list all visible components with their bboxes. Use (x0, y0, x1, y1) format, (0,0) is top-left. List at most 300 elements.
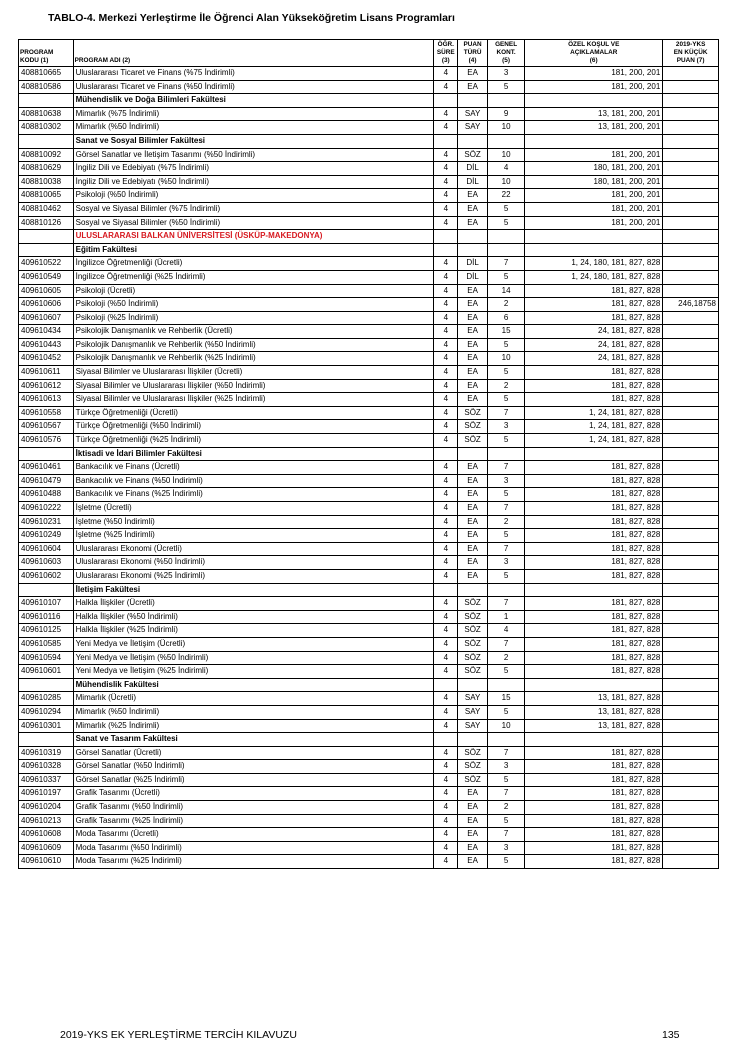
quota-cell: 3 (488, 760, 525, 774)
score-type-cell: EA (458, 529, 488, 543)
quota-cell: 22 (488, 189, 525, 203)
program-code-cell: 409610125 (19, 624, 74, 638)
program-code-cell: 409610461 (19, 461, 74, 475)
quota-cell: 2 (488, 298, 525, 312)
score-type-cell: EA (458, 542, 488, 556)
table-row (19, 787, 719, 801)
conditions-cell: 181, 827, 828 (525, 597, 663, 611)
empty-cell (458, 94, 488, 108)
table-row (19, 202, 719, 216)
table-row (19, 665, 719, 679)
min-score-cell (663, 406, 719, 420)
conditions-cell: 181, 200, 201 (525, 67, 663, 81)
empty-cell (19, 230, 74, 244)
faculty-header-row (19, 447, 719, 461)
quota-cell: 3 (488, 420, 525, 434)
quota-cell: 5 (488, 216, 525, 230)
empty-cell (663, 447, 719, 461)
program-code-cell: 408810629 (19, 162, 74, 176)
score-type-cell: EA (458, 502, 488, 516)
min-score-cell: 246,18758 (663, 298, 719, 312)
min-score-cell (663, 338, 719, 352)
empty-cell (434, 134, 458, 148)
duration-cell: 4 (434, 121, 458, 135)
min-score-cell (663, 665, 719, 679)
program-name-cell: Bankacılık ve Finans (Ücretli) (73, 461, 434, 475)
program-name-cell: Görsel Sanatlar (%50 İndirimli) (73, 760, 434, 774)
min-score-cell (663, 610, 719, 624)
duration-cell: 4 (434, 746, 458, 760)
score-type-cell: EA (458, 474, 488, 488)
min-score-cell (663, 107, 719, 121)
table-row (19, 529, 719, 543)
score-type-cell: EA (458, 325, 488, 339)
score-type-cell: SÖZ (458, 597, 488, 611)
score-type-cell: EA (458, 366, 488, 380)
empty-cell (525, 243, 663, 257)
program-name-cell: Türkçe Öğretmenliği (%25 İndirimli) (73, 434, 434, 448)
conditions-cell: 181, 200, 201 (525, 189, 663, 203)
min-score-cell (663, 705, 719, 719)
score-type-cell: EA (458, 311, 488, 325)
min-score-cell (663, 420, 719, 434)
program-name-cell: İngiliz Dili ve Edebiyatı (%50 İndirimli) (73, 175, 434, 189)
min-score-cell (663, 175, 719, 189)
conditions-cell: 181, 200, 201 (525, 148, 663, 162)
min-score-cell (663, 637, 719, 651)
empty-cell (488, 678, 525, 692)
faculty-header-row (19, 134, 719, 148)
duration-cell: 4 (434, 175, 458, 189)
program-name-cell: Görsel Sanatlar ve İletişim Tasarımı (%50 İndirimli) (73, 148, 434, 162)
faculty-name: Mühendislik ve Doğa Bilimleri Fakültesi (73, 94, 434, 108)
conditions-cell: 24, 181, 827, 828 (525, 352, 663, 366)
empty-cell (525, 678, 663, 692)
min-score-cell (663, 189, 719, 203)
quota-cell: 4 (488, 162, 525, 176)
empty-cell (458, 583, 488, 597)
empty-cell (525, 230, 663, 244)
duration-cell: 4 (434, 773, 458, 787)
duration-cell: 4 (434, 855, 458, 869)
header-quota: GENEL KONT. (5) (488, 40, 525, 67)
duration-cell: 4 (434, 148, 458, 162)
duration-cell: 4 (434, 705, 458, 719)
min-score-cell (663, 556, 719, 570)
duration-cell: 4 (434, 719, 458, 733)
program-name-cell: İşletme (%50 İndirimli) (73, 515, 434, 529)
program-name-cell: Psikolojik Danışmanlık ve Rehberlik (%25 İndirimli) (73, 352, 434, 366)
score-type-cell: SÖZ (458, 637, 488, 651)
quota-cell: 10 (488, 121, 525, 135)
table-row (19, 814, 719, 828)
table-row (19, 366, 719, 380)
program-name-cell: Bankacılık ve Finans (%50 İndirimli) (73, 474, 434, 488)
min-score-cell (663, 311, 719, 325)
quota-cell: 9 (488, 107, 525, 121)
faculty-header-row (19, 243, 719, 257)
score-type-cell: EA (458, 855, 488, 869)
min-score-cell (663, 434, 719, 448)
duration-cell: 4 (434, 162, 458, 176)
conditions-cell: 181, 200, 201 (525, 202, 663, 216)
quota-cell: 5 (488, 529, 525, 543)
min-score-cell (663, 148, 719, 162)
duration-cell: 4 (434, 420, 458, 434)
min-score-cell (663, 257, 719, 271)
score-type-cell: EA (458, 556, 488, 570)
program-code-cell: 409610222 (19, 502, 74, 516)
duration-cell: 4 (434, 801, 458, 815)
faculty-header-row (19, 94, 719, 108)
conditions-cell: 181, 827, 828 (525, 366, 663, 380)
conditions-cell: 181, 827, 828 (525, 474, 663, 488)
min-score-cell (663, 746, 719, 760)
quota-cell: 7 (488, 542, 525, 556)
table-row (19, 569, 719, 583)
conditions-cell: 1, 24, 181, 827, 828 (525, 406, 663, 420)
empty-cell (19, 447, 74, 461)
score-type-cell: SAY (458, 719, 488, 733)
min-score-cell (663, 787, 719, 801)
conditions-cell: 24, 181, 827, 828 (525, 325, 663, 339)
quota-cell: 6 (488, 311, 525, 325)
conditions-cell: 181, 827, 828 (525, 651, 663, 665)
score-type-cell: EA (458, 828, 488, 842)
duration-cell: 4 (434, 474, 458, 488)
table-row (19, 488, 719, 502)
duration-cell: 4 (434, 352, 458, 366)
program-code-cell: 409610585 (19, 637, 74, 651)
conditions-cell: 181, 827, 828 (525, 569, 663, 583)
score-type-cell: EA (458, 352, 488, 366)
table-row (19, 461, 719, 475)
conditions-cell: 181, 827, 828 (525, 556, 663, 570)
table-row (19, 352, 719, 366)
score-type-cell: EA (458, 284, 488, 298)
conditions-cell: 181, 827, 828 (525, 828, 663, 842)
table-row (19, 311, 719, 325)
conditions-cell: 181, 827, 828 (525, 746, 663, 760)
quota-cell: 5 (488, 569, 525, 583)
program-name-cell: Psikolojik Danışmanlık ve Rehberlik (%50 İndirimli) (73, 338, 434, 352)
score-type-cell: SÖZ (458, 665, 488, 679)
empty-cell (663, 94, 719, 108)
duration-cell: 4 (434, 841, 458, 855)
score-type-cell: EA (458, 841, 488, 855)
empty-cell (19, 94, 74, 108)
faculty-name: Mühendislik Fakültesi (73, 678, 434, 692)
table-row (19, 719, 719, 733)
conditions-cell: 181, 827, 828 (525, 298, 663, 312)
empty-cell (434, 94, 458, 108)
program-name-cell: Siyasal Bilimler ve Uluslararası İlişkiler (%50 İndirimli) (73, 379, 434, 393)
score-type-cell: EA (458, 461, 488, 475)
program-code-cell: 409610488 (19, 488, 74, 502)
program-code-cell: 408810665 (19, 67, 74, 81)
score-type-cell: EA (458, 298, 488, 312)
table-body (19, 67, 719, 869)
empty-cell (488, 733, 525, 747)
program-name-cell: Türkçe Öğretmenliği (%50 İndirimli) (73, 420, 434, 434)
score-type-cell: SÖZ (458, 420, 488, 434)
program-name-cell: Psikoloji (%50 İndirimli) (73, 189, 434, 203)
score-type-cell: SAY (458, 121, 488, 135)
conditions-cell: 181, 827, 828 (525, 502, 663, 516)
quota-cell: 2 (488, 651, 525, 665)
program-name-cell: Uluslararası Ticaret ve Finans (%75 İndirimli) (73, 67, 434, 81)
empty-cell (19, 678, 74, 692)
program-name-cell: Grafik Tasarımı (%25 İndirimli) (73, 814, 434, 828)
min-score-cell (663, 461, 719, 475)
duration-cell: 4 (434, 610, 458, 624)
empty-cell (663, 583, 719, 597)
conditions-cell: 181, 827, 828 (525, 529, 663, 543)
program-code-cell: 408810126 (19, 216, 74, 230)
table-row (19, 542, 719, 556)
empty-cell (19, 134, 74, 148)
score-type-cell: SÖZ (458, 651, 488, 665)
score-type-cell: EA (458, 488, 488, 502)
program-code-cell: 409610606 (19, 298, 74, 312)
duration-cell: 4 (434, 515, 458, 529)
quota-cell: 3 (488, 841, 525, 855)
program-name-cell: Grafik Tasarımı (Ücretli) (73, 787, 434, 801)
empty-cell (458, 447, 488, 461)
faculty-header-row (19, 733, 719, 747)
conditions-cell: 181, 827, 828 (525, 542, 663, 556)
program-name-cell: Mimarlık (%25 İndirimli) (73, 719, 434, 733)
score-type-cell: EA (458, 801, 488, 815)
table-row (19, 841, 719, 855)
empty-cell (525, 134, 663, 148)
score-type-cell: SAY (458, 107, 488, 121)
duration-cell: 4 (434, 814, 458, 828)
program-code-cell: 409610294 (19, 705, 74, 719)
table-row (19, 162, 719, 176)
program-name-cell: Halkla İlişkiler (Ücretli) (73, 597, 434, 611)
duration-cell: 4 (434, 529, 458, 543)
min-score-cell (663, 814, 719, 828)
score-type-cell: SÖZ (458, 773, 488, 787)
duration-cell: 4 (434, 284, 458, 298)
empty-cell (488, 243, 525, 257)
empty-cell (663, 230, 719, 244)
faculty-name: Sanat ve Tasarım Fakültesi (73, 733, 434, 747)
score-type-cell: EA (458, 814, 488, 828)
program-code-cell: 409610434 (19, 325, 74, 339)
program-name-cell: Moda Tasarımı (%25 İndirimli) (73, 855, 434, 869)
program-name-cell: Psikoloji (Ücretli) (73, 284, 434, 298)
program-code-cell: 409610549 (19, 270, 74, 284)
empty-cell (434, 447, 458, 461)
score-type-cell: EA (458, 569, 488, 583)
empty-cell (19, 583, 74, 597)
table-row (19, 515, 719, 529)
empty-cell (458, 230, 488, 244)
program-name-cell: İngilizce Öğretmenliği (Ücretli) (73, 257, 434, 271)
empty-cell (458, 678, 488, 692)
quota-cell: 7 (488, 597, 525, 611)
min-score-cell (663, 692, 719, 706)
program-code-cell: 408810065 (19, 189, 74, 203)
score-type-cell: EA (458, 67, 488, 81)
min-score-cell (663, 121, 719, 135)
table-row (19, 298, 719, 312)
faculty-name: İletişim Fakültesi (73, 583, 434, 597)
conditions-cell: 181, 827, 828 (525, 515, 663, 529)
min-score-cell (663, 67, 719, 81)
faculty-name: Sanat ve Sosyal Bilimler Fakültesi (73, 134, 434, 148)
program-code-cell: 409610603 (19, 556, 74, 570)
duration-cell: 4 (434, 597, 458, 611)
header-duration: ÖĞR. SÜRE (3) (434, 40, 458, 67)
conditions-cell: 181, 827, 828 (525, 760, 663, 774)
table-row (19, 610, 719, 624)
page-title: TABLO-4. Merkezi Yerleştirme İle Öğrenci Alan Yükseköğretim Lisans Programları (48, 12, 455, 24)
min-score-cell (663, 393, 719, 407)
duration-cell: 4 (434, 461, 458, 475)
score-type-cell: EA (458, 338, 488, 352)
header-conditions: ÖZEL KOŞUL VE AÇIKLAMALAR (6) (525, 40, 663, 67)
quota-cell: 2 (488, 515, 525, 529)
conditions-cell: 181, 827, 828 (525, 284, 663, 298)
table-row (19, 379, 719, 393)
duration-cell: 4 (434, 216, 458, 230)
duration-cell: 4 (434, 393, 458, 407)
min-score-cell (663, 162, 719, 176)
score-type-cell: SÖZ (458, 760, 488, 774)
conditions-cell: 181, 827, 828 (525, 814, 663, 828)
program-name-cell: Sosyal ve Siyasal Bilimler (%50 İndirimli) (73, 216, 434, 230)
min-score-cell (663, 828, 719, 842)
quota-cell: 2 (488, 379, 525, 393)
duration-cell: 4 (434, 434, 458, 448)
program-code-cell: 409610301 (19, 719, 74, 733)
program-code-cell: 409610285 (19, 692, 74, 706)
table-row (19, 556, 719, 570)
empty-cell (434, 583, 458, 597)
duration-cell: 4 (434, 298, 458, 312)
min-score-cell (663, 651, 719, 665)
conditions-cell: 181, 827, 828 (525, 855, 663, 869)
duration-cell: 4 (434, 624, 458, 638)
score-type-cell: SÖZ (458, 610, 488, 624)
program-code-cell: 408810038 (19, 175, 74, 189)
program-code-cell: 409610479 (19, 474, 74, 488)
program-code-cell: 408810586 (19, 80, 74, 94)
score-type-cell: DİL (458, 162, 488, 176)
program-code-cell: 409610452 (19, 352, 74, 366)
conditions-cell: 180, 181, 200, 201 (525, 162, 663, 176)
conditions-cell: 181, 827, 828 (525, 393, 663, 407)
program-code-cell: 409610204 (19, 801, 74, 815)
score-type-cell: EA (458, 787, 488, 801)
duration-cell: 4 (434, 760, 458, 774)
conditions-cell: 1, 24, 180, 181, 827, 828 (525, 257, 663, 271)
faculty-header-row (19, 583, 719, 597)
table-row (19, 746, 719, 760)
quota-cell: 5 (488, 393, 525, 407)
conditions-cell: 13, 181, 200, 201 (525, 121, 663, 135)
quota-cell: 7 (488, 406, 525, 420)
empty-cell (525, 583, 663, 597)
program-code-cell: 409610107 (19, 597, 74, 611)
empty-cell (434, 733, 458, 747)
table-row (19, 80, 719, 94)
program-code-cell: 409610609 (19, 841, 74, 855)
score-type-cell: SAY (458, 705, 488, 719)
table-row (19, 338, 719, 352)
quota-cell: 7 (488, 787, 525, 801)
min-score-cell (663, 597, 719, 611)
quota-cell: 7 (488, 746, 525, 760)
quota-cell: 7 (488, 257, 525, 271)
conditions-cell: 13, 181, 827, 828 (525, 719, 663, 733)
empty-cell (434, 678, 458, 692)
table-row (19, 420, 719, 434)
table-row (19, 107, 719, 121)
quota-cell: 5 (488, 773, 525, 787)
quota-cell: 5 (488, 270, 525, 284)
conditions-cell: 1, 24, 180, 181, 827, 828 (525, 270, 663, 284)
table-row (19, 692, 719, 706)
program-code-cell: 409610605 (19, 284, 74, 298)
header-min-score: 2019-YKS EN KÜÇÜK PUAN (7) (663, 40, 719, 67)
min-score-cell (663, 542, 719, 556)
program-code-cell: 409610522 (19, 257, 74, 271)
min-score-cell (663, 325, 719, 339)
min-score-cell (663, 773, 719, 787)
empty-cell (663, 678, 719, 692)
conditions-cell: 181, 827, 828 (525, 488, 663, 502)
min-score-cell (663, 502, 719, 516)
program-code-cell: 409610337 (19, 773, 74, 787)
program-code-cell: 409610576 (19, 434, 74, 448)
duration-cell: 4 (434, 379, 458, 393)
program-code-cell: 409610613 (19, 393, 74, 407)
table-row (19, 284, 719, 298)
quota-cell: 10 (488, 352, 525, 366)
duration-cell: 4 (434, 257, 458, 271)
empty-cell (663, 243, 719, 257)
score-type-cell: EA (458, 379, 488, 393)
table-row (19, 406, 719, 420)
quota-cell: 10 (488, 175, 525, 189)
score-type-cell: EA (458, 393, 488, 407)
quota-cell: 1 (488, 610, 525, 624)
table-row (19, 148, 719, 162)
program-name-cell: Yeni Medya ve İletişim (Ücretli) (73, 637, 434, 651)
duration-cell: 4 (434, 692, 458, 706)
empty-cell (488, 94, 525, 108)
empty-cell (434, 230, 458, 244)
header-score-type: PUAN TÜRÜ (4) (458, 40, 488, 67)
program-name-cell: Siyasal Bilimler ve Uluslararası İlişkiler (%25 İndirimli) (73, 393, 434, 407)
quota-cell: 7 (488, 461, 525, 475)
table-row (19, 828, 719, 842)
table-row (19, 760, 719, 774)
score-type-cell: EA (458, 216, 488, 230)
empty-cell (663, 134, 719, 148)
min-score-cell (663, 529, 719, 543)
program-name-cell: Psikolojik Danışmanlık ve Rehberlik (Ücretli) (73, 325, 434, 339)
min-score-cell (663, 284, 719, 298)
min-score-cell (663, 80, 719, 94)
quota-cell: 7 (488, 828, 525, 842)
quota-cell: 10 (488, 148, 525, 162)
table-row (19, 705, 719, 719)
